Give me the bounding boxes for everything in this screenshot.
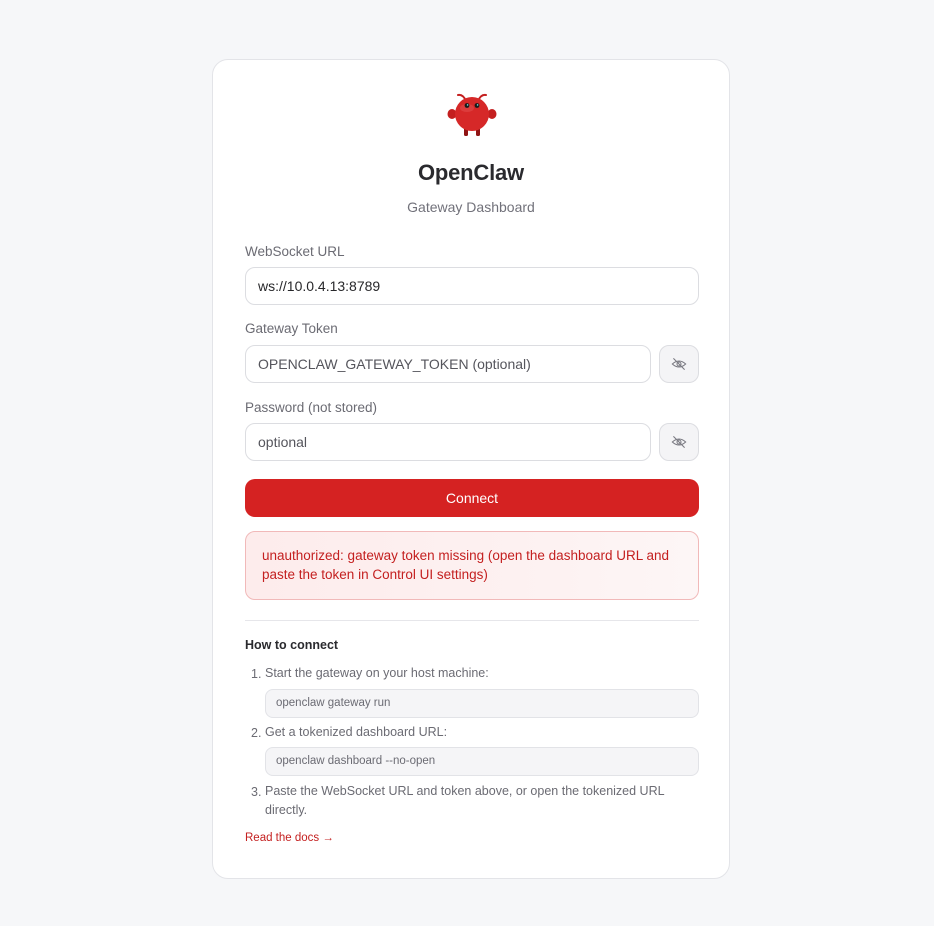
- openclaw-mascot-logo: [446, 92, 498, 138]
- error-message-line-1: unauthorized: gateway token missing (open the dashboard URL and: [262, 548, 670, 563]
- step-2-command: openclaw dashboard --no-open: [265, 747, 699, 776]
- step-2-number: 2.: [251, 726, 262, 740]
- eye-off-icon: [671, 434, 687, 450]
- eye-off-icon: [671, 356, 687, 372]
- password-label: Password (not stored): [245, 400, 378, 415]
- toggle-password-visibility-button[interactable]: [659, 423, 699, 461]
- step-3-text-line-1: Paste the WebSocket URL and token above, or open the tokenized URL: [265, 784, 665, 798]
- brand-subtitle: Gateway Dashboard: [407, 199, 535, 215]
- websocket-url-input[interactable]: [245, 267, 699, 305]
- step-3-text-line-2: directly.: [265, 803, 308, 817]
- gateway-token-label: Gateway Token: [245, 321, 338, 336]
- section-divider: [245, 620, 699, 621]
- connect-button[interactable]: Connect: [245, 479, 699, 517]
- howto-title: How to connect: [245, 638, 339, 652]
- gateway-token-input[interactable]: [245, 345, 651, 383]
- password-input[interactable]: [245, 423, 651, 461]
- login-card: [212, 59, 730, 879]
- step-3-number: 3.: [251, 785, 262, 799]
- read-docs-link[interactable]: Read the docs →: [245, 832, 334, 844]
- brand-title: OpenClaw: [418, 160, 524, 185]
- step-1-text: Start the gateway on your host machine:: [265, 666, 489, 680]
- websocket-url-label: WebSocket URL: [245, 244, 345, 259]
- step-1-command: openclaw gateway run: [265, 689, 699, 718]
- error-alert: [245, 531, 699, 600]
- toggle-token-visibility-button[interactable]: [659, 345, 699, 383]
- step-1-number: 1.: [251, 667, 262, 681]
- step-2-text: Get a tokenized dashboard URL:: [265, 725, 448, 739]
- error-message-line-2: paste the token in Control UI settings): [262, 567, 488, 582]
